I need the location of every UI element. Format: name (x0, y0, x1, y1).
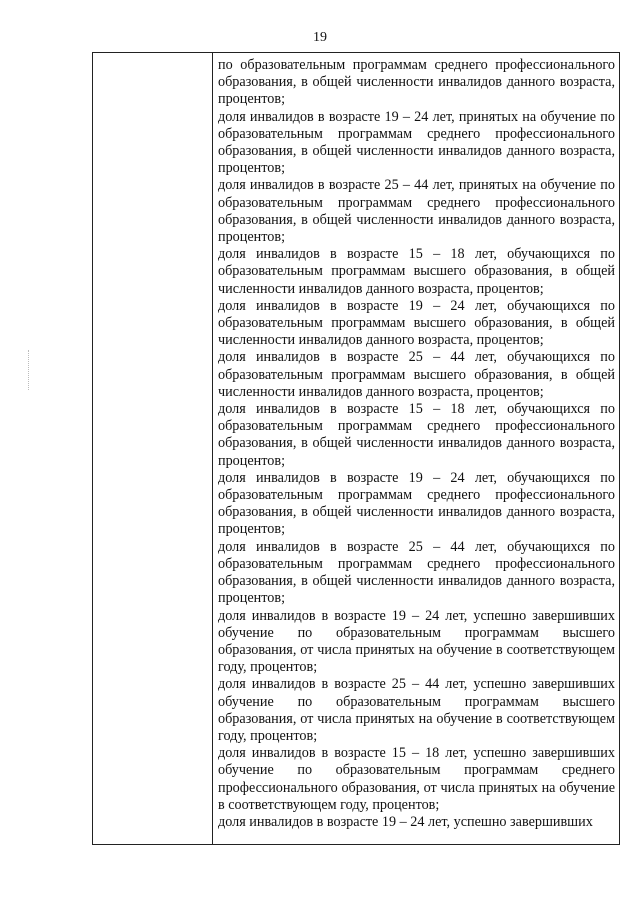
indicator-paragraph: доля инвалидов в возрасте 25 – 44 лет, обучающихся по образовательным программам высшего образования, в общей численности инвалидов данного возраста, процентов; (218, 349, 615, 400)
indicator-paragraph: доля инвалидов в возрасте 15 – 18 лет, успешно завершивших обучение по образовательным программам среднего профессионального образования, от числа принятых на обучение в соответствующем году, процентов; (218, 745, 615, 813)
column-divider (212, 53, 213, 844)
indicator-paragraph: доля инвалидов в возрасте 19 – 24 лет, принятых на обучение по образовательным программам среднего профессионального образования, в общей численности инвалидов данного возраста, процентов; (218, 108, 615, 177)
indicator-paragraph: по образовательным программам среднего профессионального образования, в общей численности инвалидов данного возраста, процентов; (218, 57, 615, 108)
scan-artifact (28, 350, 29, 390)
indicator-paragraph: доля инвалидов в возрасте 19 – 24 лет, обучающихся по образовательным программам среднего профессионального образования, в общей численности инвалидов данного возраста, процентов; (218, 469, 615, 538)
indicator-paragraph: доля инвалидов в возрасте 15 – 18 лет, обучающихся по образовательным программам высшего образования, в общей численности инвалидов данного возраста, процентов; (218, 246, 615, 297)
indicator-paragraph: доля инвалидов в возрасте 25 – 44 лет, обучающихся по образовательным программам среднего профессионального образования, в общей численности инвалидов данного возраста, процентов; (218, 538, 615, 607)
page-number: 19 (313, 30, 327, 45)
indicator-paragraph: доля инвалидов в возрасте 25 – 44 лет, успешно завершивших обучение по образовательным программам высшего образования, от числа принятых на обучение в соответствующем году, процентов; (218, 676, 615, 744)
indicator-paragraph: доля инвалидов в возрасте 19 – 24 лет, успешно завершивших (218, 813, 593, 830)
indicator-paragraph: доля инвалидов в возрасте 25 – 44 лет, принятых на обучение по образовательным программам среднего профессионального образования, в общей численности инвалидов данного возраста, процентов; (218, 177, 615, 246)
indicator-paragraph: доля инвалидов в возрасте 19 – 24 лет, обучающихся по образовательным программам высшего образования, в общей численности инвалидов данного возраста, процентов; (218, 297, 615, 349)
document-table (92, 52, 620, 845)
indicator-paragraph: доля инвалидов в возрасте 15 – 18 лет, обучающихся по образовательным программам среднего профессионального образования, в общей численности инвалидов данного возраста, процентов; (218, 401, 615, 469)
indicators-cell (218, 57, 615, 831)
indicator-paragraph: доля инвалидов в возрасте 19 – 24 лет, успешно завершивших обучение по образовательным программам высшего образования, от числа принятых на обучение в соответствующем году, процентов; (218, 607, 615, 676)
